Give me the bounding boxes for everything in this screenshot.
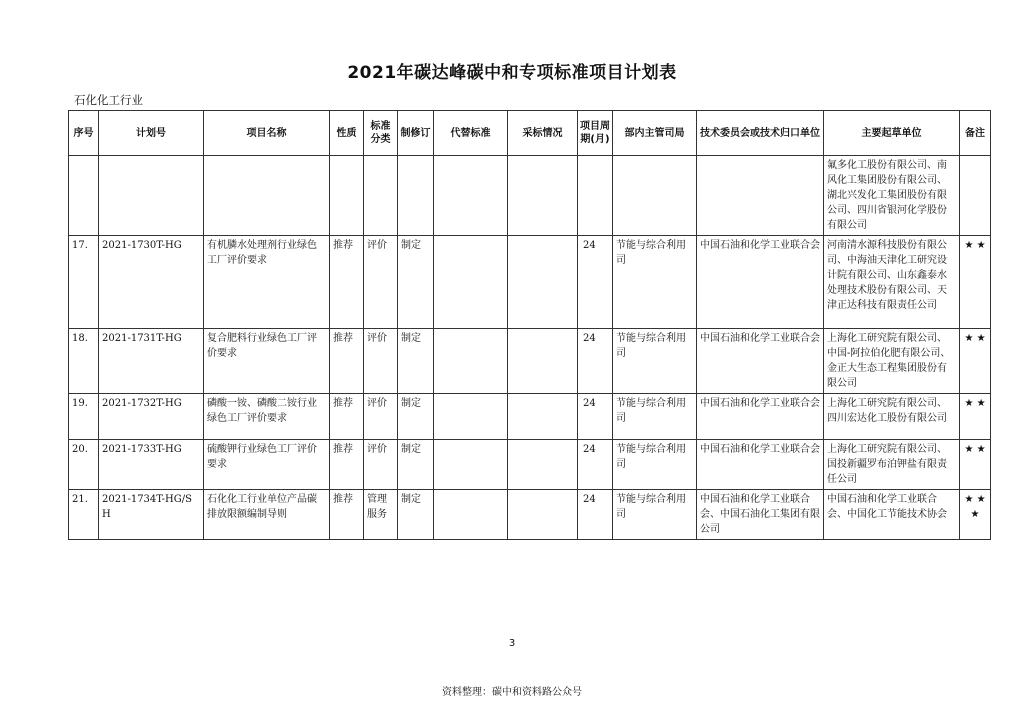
cell-nature: 推荐 (330, 329, 364, 394)
cell-cycle: 24 (578, 236, 613, 329)
cell-committee: 中国石油和化学工业联合会 (697, 329, 824, 394)
cell-replaces (434, 440, 508, 490)
cell-drafters: 河南清水源科技股份有限公司、中海油天津化工研究设计院有限公司、山东鑫泰水处理技术股份有限公司、天津正达科技有限责任公司 (824, 236, 960, 329)
header-plan-no: 计划号 (99, 111, 204, 156)
cell-committee: 中国石油和化学工业联合会 (697, 394, 824, 440)
footer-source-note: 资料整理：碳中和资料路公众号 (442, 687, 582, 698)
cell-drafters: 上海化工研究院有限公司、中国-阿拉伯化肥有限公司、金正大生态工程集团股份有限公司 (824, 329, 960, 394)
cell-drafters: 中国石油和化学工业联合会、中国化工节能技术协会 (824, 490, 960, 540)
cell-std-class: 评价 (364, 329, 398, 394)
cell-adoption (508, 490, 578, 540)
cell-std-class: 评价 (364, 440, 398, 490)
cell-name: 磷酸一铵、磷酸二铵行业绿色工厂评价要求 (204, 394, 330, 440)
cell-nature: 推荐 (330, 440, 364, 490)
cell-std-class: 评价 (364, 236, 398, 329)
cell-seq: 17. (69, 236, 99, 329)
table-row (69, 394, 991, 440)
cell-plan-no: 2021-1731T-HG (99, 329, 204, 394)
cell-cycle: 24 (578, 440, 613, 490)
cell-replaces (434, 394, 508, 440)
header-name: 项目名称 (204, 111, 330, 156)
cell-plan-no: 2021-1732T-HG (99, 394, 204, 440)
cell-name: 有机膦水处理剂行业绿色工厂评价要求 (204, 236, 330, 329)
cell-committee: 中国石油和化学工业联合会 (697, 236, 824, 329)
header-drafters: 主要起草单位 (824, 111, 960, 156)
cell-adoption (508, 236, 578, 329)
cell-remarks-stars: ★ ★ (960, 329, 991, 394)
cell-name: 石化化工行业单位产品碳排放限额编制导则 (204, 490, 330, 540)
standards-plan-table (68, 110, 991, 540)
cell-cycle: 24 (578, 490, 613, 540)
header-dept: 部内主管司局 (613, 111, 697, 156)
cell-cycle: 24 (578, 394, 613, 440)
cell-committee: 中国石油和化学工业联合会 (697, 440, 824, 490)
cell-replaces (434, 329, 508, 394)
table-row (69, 440, 991, 490)
cell-nature: 推荐 (330, 394, 364, 440)
header-revision: 制修订 (398, 111, 434, 156)
header-replaces: 代替标准 (434, 111, 508, 156)
cell-nature: 推荐 (330, 236, 364, 329)
cell-committee: 中国石油和化学工业联合会、中国石油化工集团有限公司 (697, 490, 824, 540)
cell-adoption (508, 329, 578, 394)
cell-revision: 制定 (398, 236, 434, 329)
header-adoption: 采标情况 (508, 111, 578, 156)
cell-revision: 制定 (398, 440, 434, 490)
continuation-drafters: 氟多化工股份有限公司、南风化工集团股份有限公司、湖北兴发化工集团股份有限公司、四川省银河化学股份有限公司 (824, 156, 960, 236)
cell-dept: 节能与综合利用司 (613, 440, 697, 490)
table-row (69, 329, 991, 394)
cell-dept: 节能与综合利用司 (613, 329, 697, 394)
cell-plan-no: 2021-1734T-HG/SH (99, 490, 204, 540)
table-row-continuation (69, 156, 991, 236)
cell-replaces (434, 236, 508, 329)
cell-remarks-stars: ★ ★ (960, 236, 991, 329)
header-committee: 技术委员会或技术归口单位 (697, 111, 824, 156)
cell-revision: 制定 (398, 394, 434, 440)
page-title: 2021年碳达峰碳中和专项标准项目计划表 (347, 63, 677, 83)
cell-adoption (508, 394, 578, 440)
cell-seq: 18. (69, 329, 99, 394)
header-cycle: 项目周期(月) (578, 111, 613, 156)
table-header-row (69, 111, 991, 156)
cell-dept: 节能与综合利用司 (613, 394, 697, 440)
cell-nature: 推荐 (330, 490, 364, 540)
cell-name: 硫酸钾行业绿色工厂评价要求 (204, 440, 330, 490)
cell-remarks-stars: ★ ★ (960, 440, 991, 490)
page-number: 3 (508, 638, 516, 649)
cell-replaces (434, 490, 508, 540)
cell-revision: 制定 (398, 490, 434, 540)
cell-drafters: 上海化工研究院有限公司、国投新疆罗布泊钾盐有限责任公司 (824, 440, 960, 490)
cell-seq: 20. (69, 440, 99, 490)
industry-label: 石化化工行业 (74, 93, 143, 107)
cell-cycle: 24 (578, 329, 613, 394)
cell-std-class: 评价 (364, 394, 398, 440)
cell-remarks-stars: ★ ★ (960, 394, 991, 440)
table-row (69, 236, 991, 329)
header-remarks: 备注 (960, 111, 991, 156)
cell-seq: 19. (69, 394, 99, 440)
cell-seq: 21. (69, 490, 99, 540)
header-seq: 序号 (69, 111, 99, 156)
cell-std-class: 管理服务 (364, 490, 398, 540)
cell-plan-no: 2021-1730T-HG (99, 236, 204, 329)
header-nature: 性质 (330, 111, 364, 156)
cell-drafters: 上海化工研究院有限公司、四川宏达化工股份有限公司 (824, 394, 960, 440)
cell-remarks-stars: ★ ★ ★ (960, 490, 991, 540)
cell-revision: 制定 (398, 329, 434, 394)
cell-dept: 节能与综合利用司 (613, 236, 697, 329)
cell-plan-no: 2021-1733T-HG (99, 440, 204, 490)
cell-dept: 节能与综合利用司 (613, 490, 697, 540)
cell-adoption (508, 440, 578, 490)
cell-name: 复合肥料行业绿色工厂评价要求 (204, 329, 330, 394)
table-row (69, 490, 991, 540)
header-std-class: 标准分类 (364, 111, 398, 156)
